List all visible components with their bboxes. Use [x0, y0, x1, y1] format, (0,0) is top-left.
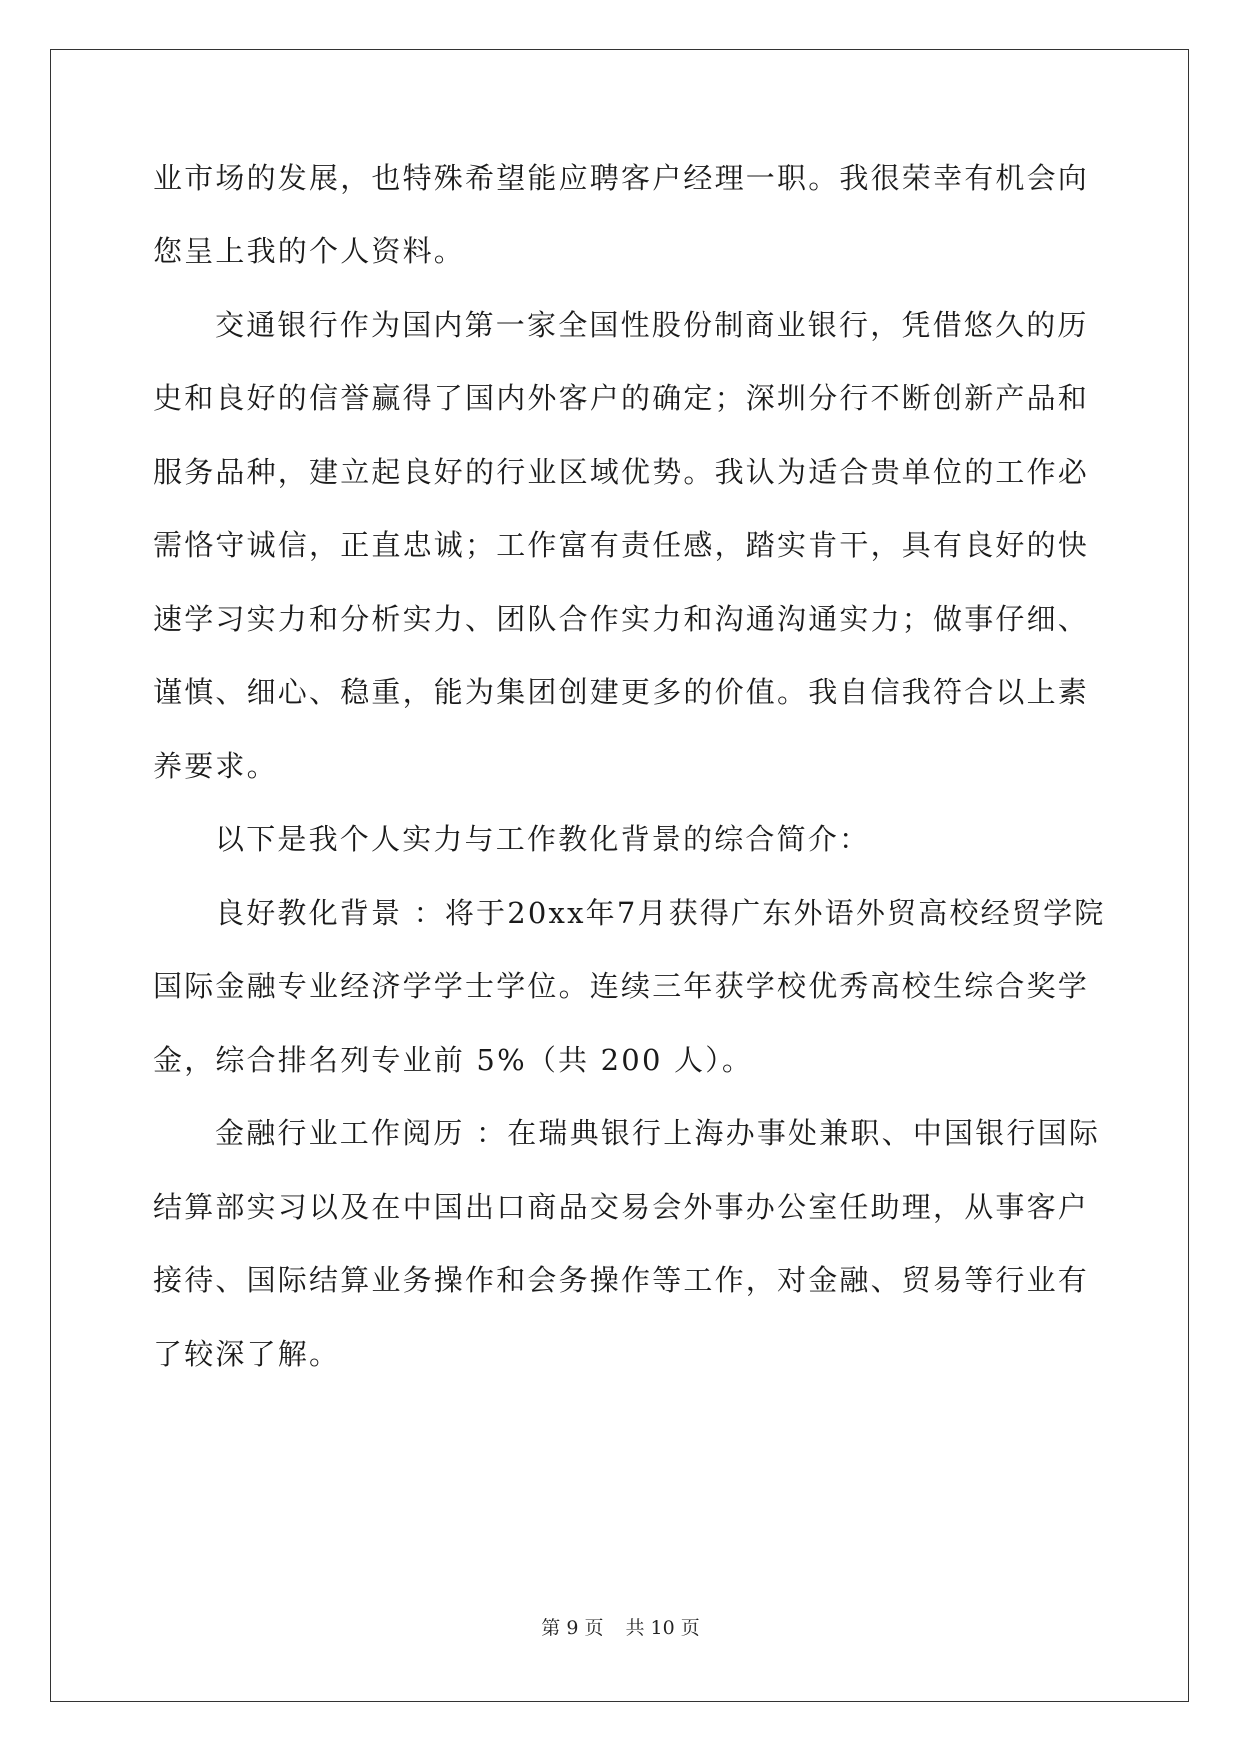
- text-line: 需恪守诚信，正直忠诚；工作富有责任感，踏实肯干，具有良好的快: [153, 528, 1090, 562]
- text-line: 金，综合排名列专业前 5%（共 200 人）。: [153, 1043, 754, 1077]
- text-line: 业市场的发展，也特殊希望能应聘客户经理一职。我很荣幸有机会向: [153, 161, 1090, 195]
- text-line: 史和良好的信誉赢得了国内外客户的确定；深圳分行不断创新产品和: [153, 381, 1090, 415]
- text-line: 服务品种，建立起良好的行业区域优势。我认为适合贵单位的工作必: [153, 455, 1090, 489]
- text-line: 养要求。: [153, 749, 278, 783]
- text-line: 结算部实习以及在中国出口商品交易会外事办公室任助理，从事客户: [153, 1190, 1090, 1224]
- text-line: 国际金融专业经济学学士学位。连续三年获学校优秀高校生综合奖学: [153, 969, 1090, 1003]
- text-line: 您呈上我的个人资料。: [153, 234, 466, 268]
- text-line: 谨慎、细心、稳重，能为集团创建更多的价值。我自信我符合以上素: [153, 675, 1090, 709]
- page-footer: [0, 1616, 1241, 1640]
- paragraph-first-line: 金融行业工作阅历 ：在瑞典银行上海办事处兼职、中国银行国际: [215, 1116, 1101, 1150]
- text-line: 了较深了解。: [153, 1337, 341, 1371]
- paragraph-first-line: 良好教化背景 ：将于20xx年7月获得广东外语外贸高校经贸学院: [215, 896, 1106, 930]
- paragraph-first-line: 以下是我个人实力与工作教化背景的综合简介：: [215, 822, 871, 856]
- text-line: 接待、国际结算业务操作和会务操作等工作，对金融、贸易等行业有: [153, 1263, 1090, 1297]
- page-number: 第 9 页: [541, 1617, 604, 1639]
- page-border: [50, 49, 1189, 1702]
- page-total: 共 10 页: [625, 1617, 700, 1639]
- paragraph-first-line: 交通银行作为国内第一家全国性股份制商业银行，凭借悠久的历: [215, 308, 1089, 342]
- text-line: 速学习实力和分析实力、团队合作实力和沟通沟通实力；做事仔细、: [153, 602, 1090, 636]
